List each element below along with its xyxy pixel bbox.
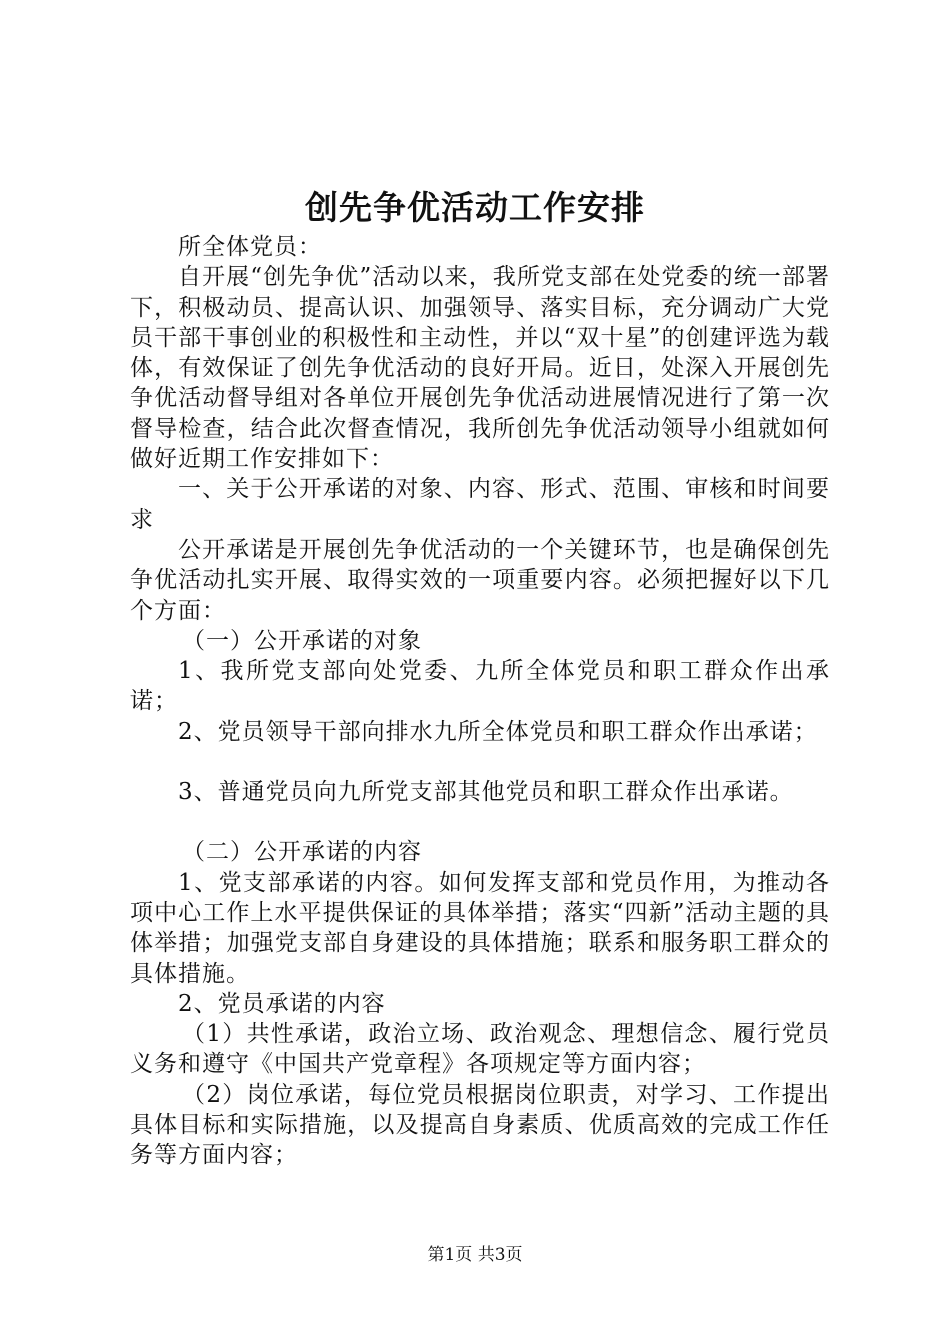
document-title: 创先争优活动工作安排 — [305, 188, 645, 227]
post-commitment-paragraph: （2）岗位承诺，每位党员根据岗位职责，对学习、工作提出具体目标和实际措施，以及提高自身素质、优质高效的完成工作任务等方面内容； — [130, 1081, 830, 1169]
branch-commitment-paragraph: 1、党支部承诺的内容。如何发挥支部和党员作用，为推动各项中心工作上水平提供保证的具体举措；落实“四新”活动主题的具体举措；加强党支部自身建设的具体措施；联系和服务职工群众的具体措施。 — [130, 869, 830, 987]
member-commitment-heading: 2、党员承诺的内容 — [178, 990, 386, 1017]
list-item-1: 1、我所党支部向处党委、九所全体党员和职工群众作出承诺； — [130, 658, 830, 715]
salutation: 所全体党员： — [178, 234, 322, 260]
section-heading-1: 一、关于公开承诺的对象、内容、形式、范围、审核和时间要求 — [130, 476, 830, 533]
subsection-heading-1: （一）公开承诺的对象 — [182, 627, 422, 654]
page-footer: 第1页 共3页 — [427, 1245, 523, 1265]
commitment-paragraph: 公开承诺是开展创先争优活动的一个关键环节，也是确保创先争优活动扎实开展、取得实效的一项重要内容。必须把握好以下几个方面： — [130, 536, 830, 624]
intro-paragraph: 自开展“创先争优”活动以来，我所党支部在处党委的统一部署下，积极动员、提高认识、加强领导、落实目标，充分调动广大党员干部干事创业的积极性和主动性，并以“双十星”的创建评选为载体，有效保证了创先争优活动的良好开局。近日，处深入开展创先争优活动督导组对各单位开展创先争优活动进展情况进行了第一次督导检查，结合此次督查情况，我所创先争优活动领导小组就如何做好近期工作安排如下： — [130, 264, 830, 473]
list-item-3: 3、普通党员向九所党支部其他党员和职工群众作出承诺。 — [178, 779, 794, 806]
list-item-2: 2、党员领导干部向排水九所全体党员和职工群众作出承诺； — [178, 718, 818, 745]
document-body — [130, 232, 830, 1171]
common-commitment-paragraph: （1）共性承诺，政治立场、政治观念、理想信念、履行党员义务和遵守《中国共产党章程》各项规定等方面内容； — [130, 1021, 830, 1078]
subsection-heading-2: （二）公开承诺的内容 — [182, 839, 422, 866]
